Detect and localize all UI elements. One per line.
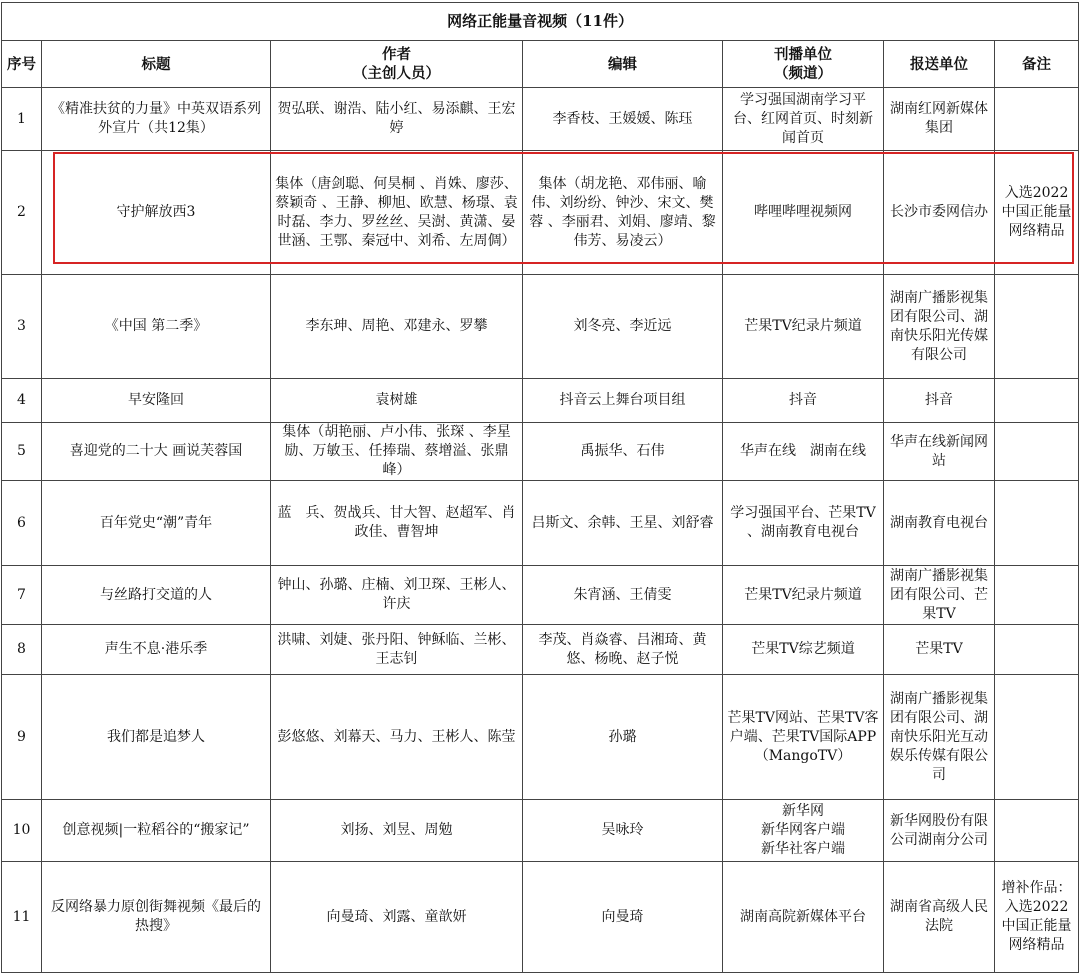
row-title: 百年党史“潮”青年 [42, 481, 271, 566]
header-submitter: 报送单位 [884, 41, 995, 88]
header-remark: 备注 [995, 41, 1079, 88]
row-editor: 刘冬亮、李近远 [523, 275, 723, 379]
table-row [2, 481, 1079, 566]
row-publisher: 哔哩哔哩视频网 [723, 151, 884, 275]
table-row [2, 275, 1079, 379]
row-submitter: 湖南广播影视集团有限公司、芒果TV [884, 566, 995, 625]
row-number: 5 [2, 423, 42, 481]
row-remark [995, 625, 1079, 675]
row-title: 反网络暴力原创街舞视频《最后的热搜》 [42, 862, 271, 973]
row-publisher: 芒果TV网站、芒果TV客户端、芒果TV国际APP（MangoTV） [723, 675, 884, 800]
row-number: 9 [2, 675, 42, 800]
row-author: 集体（胡艳丽、卢小伟、张琛 、李星励、万敏玉、任捧瑞、蔡增溢、张鼎峰） [271, 423, 523, 481]
row-author: 刘扬、刘昱、周勉 [271, 800, 523, 862]
row-author: 彭悠悠、刘幕天、马力、王彬人、陈莹 [271, 675, 523, 800]
row-author: 贺弘联、谢浩、陆小红、易添麒、王宏婷 [271, 88, 523, 151]
table-row [2, 675, 1079, 800]
table-row [2, 151, 1079, 275]
row-title: 早安隆回 [42, 379, 271, 423]
row-publisher: 湖南高院新媒体平台 [723, 862, 884, 973]
row-number: 4 [2, 379, 42, 423]
row-author: 李东珅、周艳、邓建永、罗攀 [271, 275, 523, 379]
row-number: 2 [2, 151, 42, 275]
header-no: 序号 [2, 41, 42, 88]
header-author-line1: 作者 [382, 46, 411, 63]
row-author: 袁树雄 [271, 379, 523, 423]
row-publisher: 学习强国湖南学习平台、红网首页、时刻新闻首页 [723, 88, 884, 151]
row-editor: 抖音云上舞台项目组 [523, 379, 723, 423]
row-remark [995, 423, 1079, 481]
row-remark [995, 88, 1079, 151]
row-remark [995, 275, 1079, 379]
table-row [2, 88, 1079, 151]
row-remark [995, 800, 1079, 862]
table-title: 网络正能量音视频（11件） [2, 3, 1079, 41]
row-author: 洪啸、刘婕、张丹阳、钟稣临、兰彬、王志钊 [271, 625, 523, 675]
row-submitter: 湖南红网新媒体集团 [884, 88, 995, 151]
row-remark: 入选2022中国正能量网络精品 [995, 151, 1079, 275]
row-submitter: 湖南省高级人民法院 [884, 862, 995, 973]
row-publisher: 新华网 新华网客户端 新华社客户端 [723, 800, 884, 862]
row-title: 与丝路打交道的人 [42, 566, 271, 625]
row-author: 钟山、孙璐、庄楠、刘卫琛、王彬人、许庆 [271, 566, 523, 625]
row-publisher: 芒果TV纪录片频道 [723, 275, 884, 379]
row-editor: 吕斯文、余韩、王星、刘舒睿 [523, 481, 723, 566]
header-publisher-line2: （频道） [774, 65, 832, 82]
row-submitter: 新华网股份有限公司湖南分公司 [884, 800, 995, 862]
header-publisher-line1: 刊播单位 [774, 46, 832, 63]
row-number: 10 [2, 800, 42, 862]
row-publisher: 华声在线 湖南在线 [723, 423, 884, 481]
table-row [2, 423, 1079, 481]
works-table [1, 2, 1079, 973]
row-title: 守护解放西3 [42, 151, 271, 275]
row-editor: 李香枝、王媛媛、陈珏 [523, 88, 723, 151]
row-remark [995, 566, 1079, 625]
row-publisher: 抖音 [723, 379, 884, 423]
row-number: 1 [2, 88, 42, 151]
row-remark [995, 675, 1079, 800]
header-author [271, 41, 523, 88]
table-row [2, 566, 1079, 625]
row-title: 创意视频|一粒稻谷的“搬家记” [42, 800, 271, 862]
table-row [2, 379, 1079, 423]
table-row [2, 625, 1079, 675]
table-row [2, 800, 1079, 862]
header-publisher [723, 41, 884, 88]
row-editor: 朱宵涵、王倩雯 [523, 566, 723, 625]
row-title: 喜迎党的二十大 画说芙蓉国 [42, 423, 271, 481]
row-number: 8 [2, 625, 42, 675]
row-submitter: 湖南广播影视集团有限公司、湖南快乐阳光传媒有限公司 [884, 275, 995, 379]
row-number: 3 [2, 275, 42, 379]
row-remark: 增补作品：入选2022中国正能量网络精品 [995, 862, 1079, 973]
row-publisher: 芒果TV综艺频道 [723, 625, 884, 675]
row-remark [995, 379, 1079, 423]
row-title: 声生不息·港乐季 [42, 625, 271, 675]
header-author-line2: （主创人员） [353, 65, 440, 82]
row-editor: 集体（胡龙艳、邓伟丽、喻伟、刘纷纷、钟沙、宋文、樊蓉 、李丽君、刘娟、廖靖、黎伟芳、易凌云） [523, 151, 723, 275]
header-row [2, 41, 1079, 88]
row-title: 《中国 第二季》 [42, 275, 271, 379]
row-submitter: 华声在线新闻网站 [884, 423, 995, 481]
row-editor: 孙璐 [523, 675, 723, 800]
row-editor: 吴咏玲 [523, 800, 723, 862]
row-author: 向曼琦、刘露、童歆妍 [271, 862, 523, 973]
table-row [2, 862, 1079, 973]
row-author: 集体（唐剑聪、何昊桐 、肖姝、廖莎、蔡颖奇 、王静、柳旭、欧慧、杨璟、袁时磊、李力、罗丝丝、吴澍、黄潇、晏世涵、王鄂、秦冠中、刘希、左周倜） [271, 151, 523, 275]
row-submitter: 长沙市委网信办 [884, 151, 995, 275]
header-title: 标题 [42, 41, 271, 88]
row-publisher: 芒果TV纪录片频道 [723, 566, 884, 625]
row-number: 7 [2, 566, 42, 625]
row-number: 11 [2, 862, 42, 973]
row-publisher: 学习强国平台、芒果TV 、湖南教育电视台 [723, 481, 884, 566]
row-submitter: 抖音 [884, 379, 995, 423]
row-submitter: 湖南广播影视集团有限公司、湖南快乐阳光互动娱乐传媒有限公司 [884, 675, 995, 800]
header-editor: 编辑 [523, 41, 723, 88]
row-editor: 李茂、肖焱睿、吕湘琦、黄悠、杨晚、赵子悦 [523, 625, 723, 675]
row-submitter: 芒果TV [884, 625, 995, 675]
row-editor: 禹振华、石伟 [523, 423, 723, 481]
row-submitter: 湖南教育电视台 [884, 481, 995, 566]
row-number: 6 [2, 481, 42, 566]
row-title: 《精准扶贫的力量》中英双语系列外宣片（共12集） [42, 88, 271, 151]
row-title: 我们都是追梦人 [42, 675, 271, 800]
row-editor: 向曼琦 [523, 862, 723, 973]
row-remark [995, 481, 1079, 566]
row-author: 蓝 兵、贺战兵、甘大智、赵超军、肖政佳、曹智坤 [271, 481, 523, 566]
